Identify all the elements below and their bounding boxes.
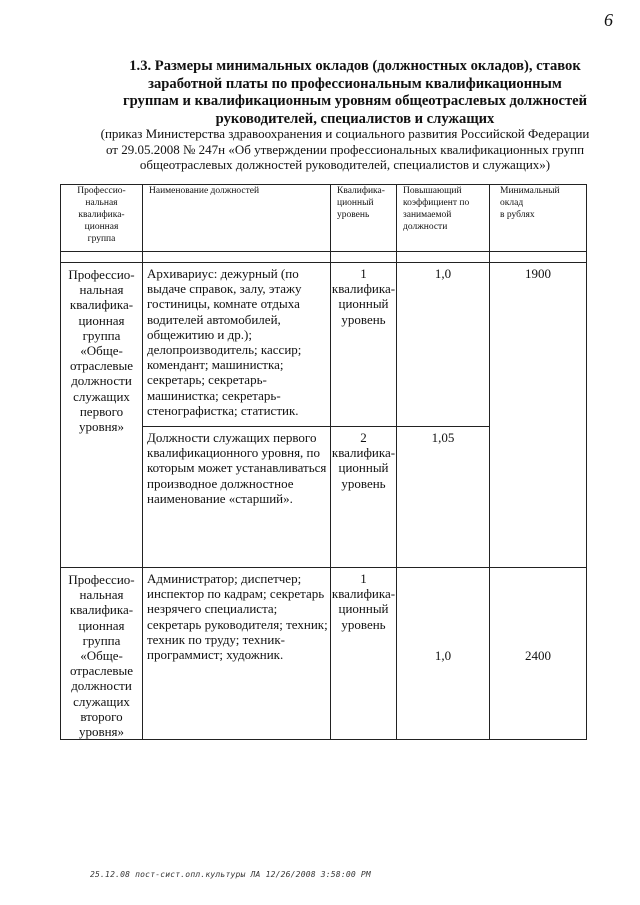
header-group: Профессио- нальная квалифика- ционная группа (61, 185, 143, 252)
header-level: Квалифика- ционный уровень (331, 185, 397, 252)
header-coefficient: Повышающий коэффициент по занимаемой должности (397, 185, 490, 252)
salary-table (60, 184, 587, 740)
level-cell: 1 квалифика- ционный уровень (331, 263, 397, 427)
title-line: заработной платы по профессиональным квалификационным (148, 75, 562, 92)
subtitle-line: от 29.05.2008 № 247н «Об утверждении профессиональных квалификационных групп (105, 141, 585, 157)
table-row (61, 568, 587, 740)
coefficient-cell: 1,0 (397, 263, 490, 427)
title-line: руководителей, специалистов и служащих (215, 110, 495, 127)
subtitle-line: общеотраслевых должностей руководителей, специалистов и служащих») (139, 157, 551, 172)
header-positions: Наименование должностей (143, 185, 331, 252)
title-line: 1.3. Размеры минимальных окладов (должностных окладов), ставок (129, 58, 581, 74)
title-line: группам и квалификационным уровням общеотраслевых должностей (122, 93, 588, 109)
order-reference (95, 126, 595, 173)
salary-cell: 1900 (490, 263, 587, 568)
header-salary: Минимальный оклад в рублях (490, 185, 587, 252)
spacer-row (61, 252, 587, 263)
level-cell: 1 квалифика- ционный уровень (331, 568, 397, 740)
table-row (61, 263, 587, 427)
positions-cell: Архивариус: дежурный (по выдаче справок, залу, этажу гостиницы, комнате отдыха водителей автомобилей, общежитию и др.); делопроизводитель; кассир; комендант; машинистка; секретарь; секретарь-машинистка; секретарь-стенографистка; статистик. (143, 263, 331, 427)
coefficient-cell: 1,05 (397, 427, 490, 568)
group-name: Профессио- нальная квалифика- ционная группа «Обще- отраслевые должности служащих второго уровня» (61, 568, 143, 740)
group-name: Профессио- нальная квалифика- ционная группа «Обще- отраслевые должности служащих первого уровня» (61, 263, 143, 568)
table-header-row (61, 185, 587, 252)
positions-cell: Администратор; диспетчер; инспектор по кадрам; секретарь незрячего специалиста; секретарь руководителя; техник; техник по труду; техник-программист; художник. (143, 568, 331, 740)
section-title (95, 58, 615, 128)
coefficient-cell: 1,0 (397, 568, 490, 740)
page-number: 6 (604, 10, 613, 30)
positions-cell: Должности служащих первого квалификационного уровня, по которым может устанавливаться производное должностное наименование «старший». (143, 427, 331, 568)
document-footer: 25.12.08 пост-сист.опл.культуры ЛА 12/26/2008 3:58:00 PM (90, 870, 371, 879)
subtitle-line: (приказ Министерства здравоохранения и социального развития Российской Федерации (100, 126, 590, 141)
salary-cell: 2400 (490, 568, 587, 740)
level-cell: 2 квалифика- ционный уровень (331, 427, 397, 568)
